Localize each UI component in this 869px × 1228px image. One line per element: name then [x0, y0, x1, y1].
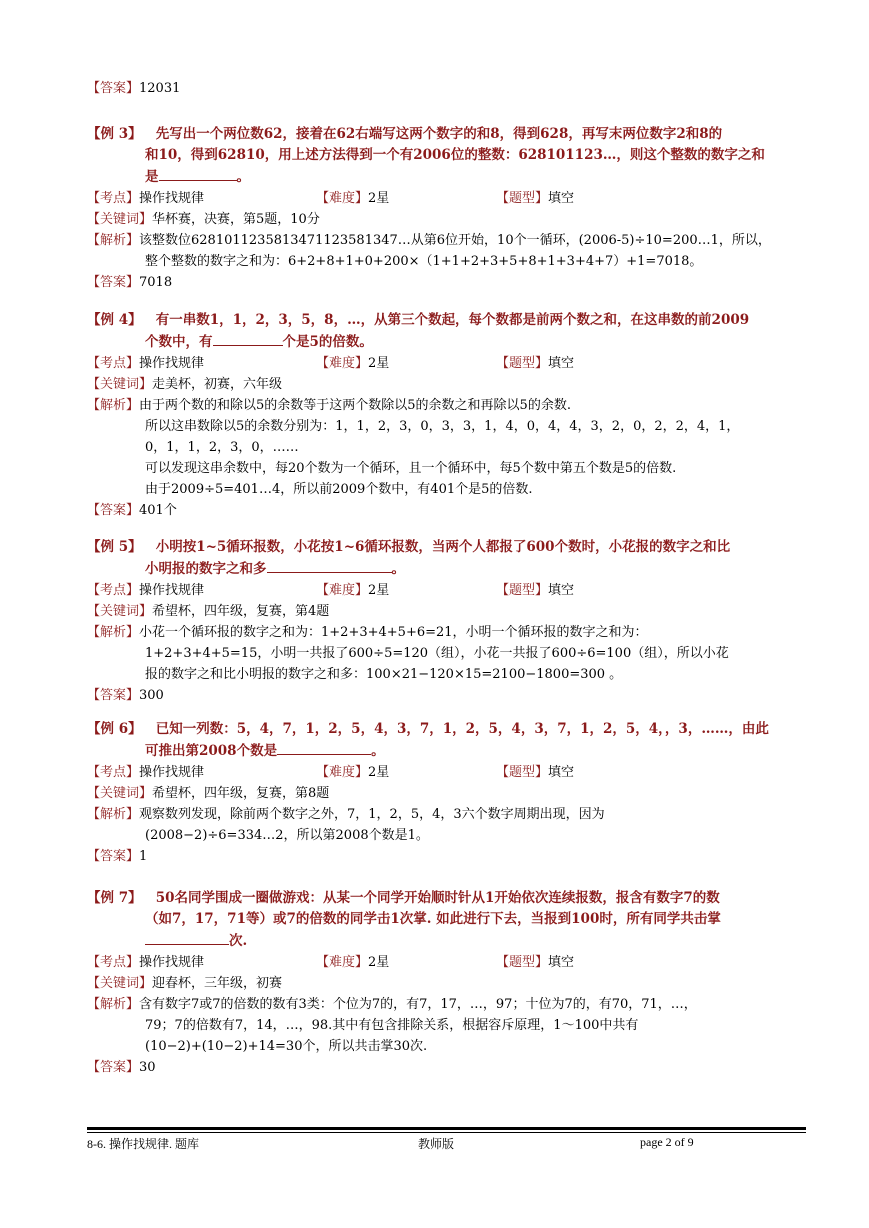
analysis-row	[87, 825, 807, 846]
tixing-value: 填空	[548, 583, 575, 598]
nandu-label: 【难度】	[316, 356, 369, 371]
question-line	[87, 909, 807, 930]
keywords-value: 华杯赛，决赛，第5题，10分	[152, 212, 320, 227]
question-text: 先写出一个两位数62，接着在62右端写这两个数字的和8，得到628，再写末两位数字2和8的	[155, 126, 723, 142]
question-text: 。	[391, 561, 405, 577]
nandu-label: 【难度】	[316, 955, 369, 970]
analysis-text: 小花一个循环报的数字之和为：1+2+3+4+5+6=21，小明一个循环报的数字之和为：	[139, 625, 648, 640]
analysis-row	[87, 251, 807, 272]
question-line	[87, 888, 807, 909]
tixing-value: 填空	[548, 765, 575, 780]
question-line	[87, 719, 807, 740]
keywords-label: 【关键词】	[87, 976, 153, 991]
tixing-label: 【题型】	[496, 191, 549, 206]
kaodian-label: 【考点】	[87, 765, 140, 780]
analysis-row	[87, 1036, 807, 1057]
nandu-label: 【难度】	[316, 191, 369, 206]
example-tag: 【例 7】	[87, 890, 142, 906]
question-line	[87, 740, 807, 762]
question-text: 小明报的数字之和多	[145, 561, 267, 577]
answer-label: 【答案】	[87, 849, 140, 864]
answer-value: 7018	[139, 275, 173, 290]
analysis-text: (2008−2)÷6=334…2，所以第2008个数是1。	[145, 828, 429, 843]
analysis-text: 0，1，1，2，3，0，……	[145, 440, 299, 455]
footer-center: 教师版	[418, 1137, 455, 1151]
analysis-label: 【解析】	[87, 807, 140, 822]
meta-row	[87, 188, 807, 209]
meta-row	[87, 353, 807, 374]
question-text: 50名同学围成一圈做游戏：从某一个同学开始顺时针从1开始依次连续报数，报含有数字7的数	[155, 890, 720, 906]
example-tag: 【例 3】	[87, 126, 142, 142]
keywords-label: 【关键词】	[87, 377, 153, 392]
question-line	[87, 331, 807, 353]
example-tag: 【例 6】	[87, 721, 142, 737]
analysis-text: 含有数字7或7的倍数的数有3类：个位为7的，有7，17，…，97；十位为7的，有70，71，…，	[139, 997, 697, 1012]
example-tag: 【例 5】	[87, 539, 142, 555]
kaodian-label: 【考点】	[87, 191, 140, 206]
question-line	[87, 310, 807, 331]
kaodian-value: 操作找规律	[139, 955, 205, 970]
tixing-value: 填空	[548, 191, 575, 206]
footer-rule	[87, 1127, 806, 1130]
nandu-value: 2星	[368, 955, 390, 970]
tixing-label: 【题型】	[496, 765, 549, 780]
answer-label: 【答案】	[87, 1060, 140, 1075]
answer-blank	[159, 166, 237, 181]
footer-page-number: page 2 of 9	[640, 1135, 694, 1149]
answer-label: 【答案】	[87, 503, 140, 518]
meta-row	[87, 580, 807, 601]
analysis-label: 【解析】	[87, 233, 140, 248]
kaodian-value: 操作找规律	[139, 191, 205, 206]
question-line	[87, 558, 807, 580]
analysis-text: 1+2+3+4+5=15，小明一共报了600÷5=120（组），小花一共报了600÷6=100（组），所以小花	[145, 646, 729, 661]
kaodian-value: 操作找规律	[139, 583, 205, 598]
nandu-label: 【难度】	[316, 765, 369, 780]
answer-blank	[267, 558, 392, 573]
keywords-value: 迎春杯，三年级，初赛	[152, 976, 283, 991]
answer-row	[87, 685, 807, 706]
keywords-label: 【关键词】	[87, 212, 153, 227]
example-4	[87, 310, 807, 521]
analysis-label: 【解析】	[87, 997, 140, 1012]
tixing-value: 填空	[548, 955, 575, 970]
example-7	[87, 888, 807, 1078]
answer-blank	[213, 331, 283, 346]
example-3	[87, 124, 807, 293]
analysis-text: 该整数位628101123581347112358134​7…从第6位开始，10个一循环，(2006-5)÷10=200…1，所以，	[139, 233, 771, 248]
analysis-row	[87, 479, 807, 500]
analysis-label: 【解析】	[87, 625, 140, 640]
meta-row	[87, 762, 807, 783]
kaodian-value: 操作找规律	[139, 356, 205, 371]
answer-value: 30	[139, 1060, 156, 1075]
keywords-label: 【关键词】	[87, 604, 153, 619]
keywords-row	[87, 209, 807, 230]
question-text: 可推出第2008个数是	[145, 743, 278, 759]
analysis-row	[87, 643, 807, 664]
answer-label: 【答案】	[87, 688, 140, 703]
keywords-label: 【关键词】	[87, 786, 153, 801]
keywords-row	[87, 601, 807, 622]
answer-value: 401个	[139, 503, 177, 518]
analysis-text: 可以发现这串余数中，每20个数为一个循环，且一个循环中，每5个数中第五个数是5的倍数.	[145, 461, 677, 476]
answer-value: 12031	[139, 81, 181, 96]
analysis-text: 由于两个数的和除以5的余数等于这两个数除以5的余数之和再除以5的余数.	[139, 398, 571, 413]
analysis-text: (10−2)+(10−2)+14=30个，所以共击掌30次.	[145, 1039, 428, 1054]
analysis-row	[87, 230, 807, 251]
answer-blank	[277, 740, 371, 755]
analysis-text: 整个整数的数字之和为：6+2+8+1+0+200×（1+1+2+3+5+8+1+3+4+7）+1=7018。	[145, 254, 703, 269]
nandu-value: 2星	[368, 765, 390, 780]
keywords-value: 走美杯，初赛，六年级	[152, 377, 283, 392]
answer-blank	[145, 930, 229, 945]
question-line	[87, 537, 807, 558]
answer-row	[87, 500, 807, 521]
analysis-row	[87, 664, 807, 685]
keywords-value: 希望杯，四年级，复赛，第4题	[152, 604, 330, 619]
nandu-value: 2星	[368, 191, 390, 206]
analysis-label: 【解析】	[87, 398, 140, 413]
question-line	[87, 145, 807, 166]
analysis-row	[87, 437, 807, 458]
question-text: 次.	[229, 933, 248, 949]
analysis-text: 所以这串数除以5的余数分别为：1，1，2，3，0，3，3，1，4，0，4，4，3，2，0，2，2，4，1，	[145, 419, 740, 434]
analysis-row	[87, 994, 807, 1015]
question-text: （如7，17，71等）或7的倍数的同学击1次掌. 如此进行下去，当报到100时，所有同学共击掌	[145, 911, 721, 927]
example-tag: 【例 4】	[87, 312, 142, 328]
answer-label: 【答案】	[87, 275, 140, 290]
keywords-value: 希望杯，四年级，复赛，第8题	[152, 786, 330, 801]
question-line	[87, 930, 807, 952]
answer-value: 300	[139, 688, 164, 703]
kaodian-label: 【考点】	[87, 955, 140, 970]
analysis-text: 报的数字之和比小明报的数字之和多：100×21−120×15=2100−1800=300 。	[145, 667, 623, 682]
analysis-row	[87, 416, 807, 437]
answer-label: 【答案】	[87, 81, 140, 96]
question-line	[87, 166, 807, 188]
footer-left: 8-6. 操作找规律. 题库	[87, 1137, 199, 1151]
answer-row	[87, 846, 807, 867]
tixing-value: 填空	[548, 356, 575, 371]
question-line	[87, 124, 807, 145]
analysis-row	[87, 804, 807, 825]
analysis-row	[87, 395, 807, 416]
analysis-row	[87, 1015, 807, 1036]
kaodian-value: 操作找规律	[139, 765, 205, 780]
question-text: 。	[371, 743, 385, 759]
example-6	[87, 719, 807, 867]
analysis-row	[87, 622, 807, 643]
tixing-label: 【题型】	[496, 955, 549, 970]
question-text: 是	[145, 169, 159, 185]
analysis-text: 由于2009÷5=401…4，所以前2009个数中，有401个是5的倍数.	[145, 482, 533, 497]
tixing-label: 【题型】	[496, 583, 549, 598]
question-text: 和10，得到62810，用上述方法得到一个有2006位的整数：628101123…，则这个整数的数字之和	[145, 147, 765, 163]
question-text: 个数中，有	[145, 334, 213, 350]
answer-row	[87, 272, 807, 293]
nandu-value: 2星	[368, 356, 390, 371]
analysis-row	[87, 458, 807, 479]
example-5	[87, 537, 807, 706]
keywords-row	[87, 783, 807, 804]
question-text: 。	[236, 169, 250, 185]
answer-row	[87, 78, 180, 99]
kaodian-label: 【考点】	[87, 583, 140, 598]
analysis-text: 观察数列发现，除前两个数字之外，7，1，2，5，4，3六个数字周期出现，因为	[139, 807, 605, 822]
question-text: 个是5的倍数。	[282, 334, 373, 350]
nandu-label: 【难度】	[316, 583, 369, 598]
answer-value: 1	[139, 849, 148, 864]
kaodian-label: 【考点】	[87, 356, 140, 371]
tixing-label: 【题型】	[496, 356, 549, 371]
meta-row	[87, 952, 807, 973]
question-text: 已知一列数：5，4，7，1，2，5，4，3，7，1，2，5，4，3，7，1，2，5，4，，3，……，由此	[155, 721, 769, 737]
analysis-text: 79；7的倍数有7，14，…，98.其中有包含排除关系，根据容斥原理，1～100中共有	[145, 1018, 639, 1033]
footer-rule	[87, 1132, 806, 1133]
answer-row	[87, 1057, 807, 1078]
question-text: 有一串数1，1，2，3，5，8，…，从第三个数起，每个数都是前两个数之和，在这串数的前2009	[155, 312, 750, 328]
keywords-row	[87, 374, 807, 395]
question-text: 小明按1~5循环报数，小花按1~6循环报数，当两个人都报了600个数时，小花报的数字之和比	[155, 539, 731, 555]
nandu-value: 2星	[368, 583, 390, 598]
keywords-row	[87, 973, 807, 994]
